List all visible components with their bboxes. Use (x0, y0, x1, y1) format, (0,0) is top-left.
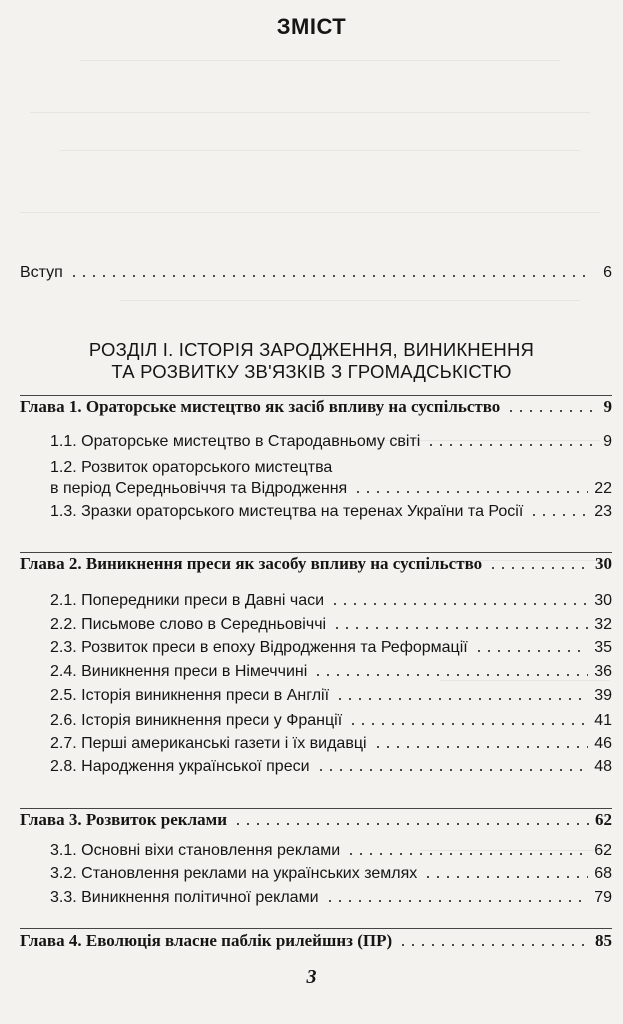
toc-section-2-6[interactable] (50, 706, 612, 730)
toc-chapter-3[interactable] (20, 806, 612, 830)
leader-dots (529, 514, 588, 516)
leader-dots (423, 876, 588, 878)
section-page: 35 (594, 639, 612, 656)
leader-dots (233, 823, 589, 825)
section-page: 48 (594, 758, 612, 775)
section-label: 2.1. Попередники преси в Давні часи (50, 592, 325, 609)
toc-section-3-3[interactable] (50, 883, 612, 907)
toc-section-1-2-line-1[interactable]: 1.2. Розвиток ораторського мистецтва (50, 459, 333, 476)
toc-entry-label: Вступ (20, 264, 63, 281)
toc-section-2-7[interactable] (50, 729, 612, 753)
leader-dots (313, 674, 588, 676)
toc-chapter-1[interactable] (20, 393, 612, 417)
section-label: 2.4. Виникнення преси в Німеччині (50, 663, 308, 680)
toc-section-2-4[interactable] (50, 657, 612, 681)
section-label: 2.2. Письмове слово в Середньовіччі (50, 616, 327, 633)
section-label: 2.8. Народження української преси (50, 758, 310, 775)
section-page: 62 (594, 842, 612, 859)
section-page: 22 (594, 480, 612, 497)
leader-dots (346, 853, 588, 855)
section-label: 3.2. Становлення реклами на українських землях (50, 865, 418, 882)
section-label: 2.5. Історія виникнення преси в Англії (50, 687, 330, 704)
section-label: 2.3. Розвиток преси в епоху Відродження та Реформації (50, 639, 468, 656)
section-label: 2.6. Історія виникнення преси у Франції (50, 712, 343, 729)
leader-dots (325, 900, 589, 902)
leader-dots (316, 769, 589, 771)
leader-dots (488, 567, 589, 569)
chapter-label: Глава 3. Розвиток реклами (20, 810, 228, 829)
section-page: 36 (594, 663, 612, 680)
section-label: 1.1. Ораторське мистецтво в Стародавньому світі (50, 433, 421, 450)
leader-dots (426, 444, 592, 446)
toc-section-2-3[interactable] (50, 633, 612, 657)
section-page: 68 (594, 865, 612, 882)
leader-dots (330, 603, 588, 605)
section-page: 46 (594, 735, 612, 752)
chapter-page: 9 (603, 397, 612, 416)
toc-section-2-5[interactable] (50, 681, 612, 705)
toc-section-2-2[interactable] (50, 610, 612, 634)
section-page: 32 (594, 616, 612, 633)
leader-dots (69, 275, 592, 277)
leader-dots (348, 723, 588, 725)
section-label: в період Середньовіччя та Відродження (50, 480, 348, 497)
part-heading-line-1: РОЗДІЛ I. ІСТОРІЯ ЗАРОДЖЕННЯ, ВИНИКНЕННЯ (88, 339, 535, 360)
section-page: 30 (594, 592, 612, 609)
chapter-label: Глава 4. Еволюція власне паблік рилейшнз (ПР) (20, 931, 393, 950)
chapter-label: Глава 1. Ораторське мистецтво як засіб впливу на суспільство (20, 397, 501, 416)
section-label: 1.3. Зразки ораторського мистецтва на теренах України та Росії (50, 503, 524, 520)
chapter-page: 62 (595, 810, 612, 829)
toc-section-3-2[interactable] (50, 859, 612, 883)
leader-dots (332, 627, 588, 629)
toc-section-3-1[interactable] (50, 836, 612, 860)
page-number: 3 (306, 966, 317, 988)
chapter-page: 85 (595, 931, 612, 950)
leader-dots (353, 491, 588, 493)
toc-section-2-8[interactable] (50, 752, 612, 776)
section-page: 41 (594, 712, 612, 729)
toc-section-2-1[interactable] (50, 586, 612, 610)
toc-chapter-2[interactable] (20, 550, 612, 574)
leader-dots (474, 650, 588, 652)
toc-entry-intro[interactable] (20, 258, 612, 282)
leader-dots (373, 746, 589, 748)
toc-section-1-1[interactable] (50, 427, 612, 451)
section-page: 9 (603, 433, 612, 450)
section-label: 3.1. Основні віхи становлення реклами (50, 842, 341, 859)
chapter-page: 30 (595, 554, 612, 573)
leader-dots (398, 944, 589, 946)
toc-section-1-3[interactable] (50, 497, 612, 521)
leader-dots (506, 410, 592, 412)
leader-dots (335, 698, 588, 700)
page-title: ЗМІСТ (276, 14, 347, 39)
toc-section-1-2[interactable] (50, 474, 612, 498)
section-page: 39 (594, 687, 612, 704)
toc-chapter-4[interactable] (20, 927, 612, 951)
chapter-label: Глава 2. Виникнення преси як засобу впливу на суспільство (20, 554, 483, 573)
section-label: 3.3. Виникнення політичної реклами (50, 889, 319, 906)
part-heading-line-2: ТА РОЗВИТКУ ЗВ'ЯЗКІВ З ГРОМАДСЬКІСТЮ (111, 361, 512, 382)
section-page: 23 (594, 503, 612, 520)
toc-entry-page: 6 (603, 264, 612, 281)
section-label: 2.7. Перші американські газети і їх видавці (50, 735, 367, 752)
section-page: 79 (594, 889, 612, 906)
